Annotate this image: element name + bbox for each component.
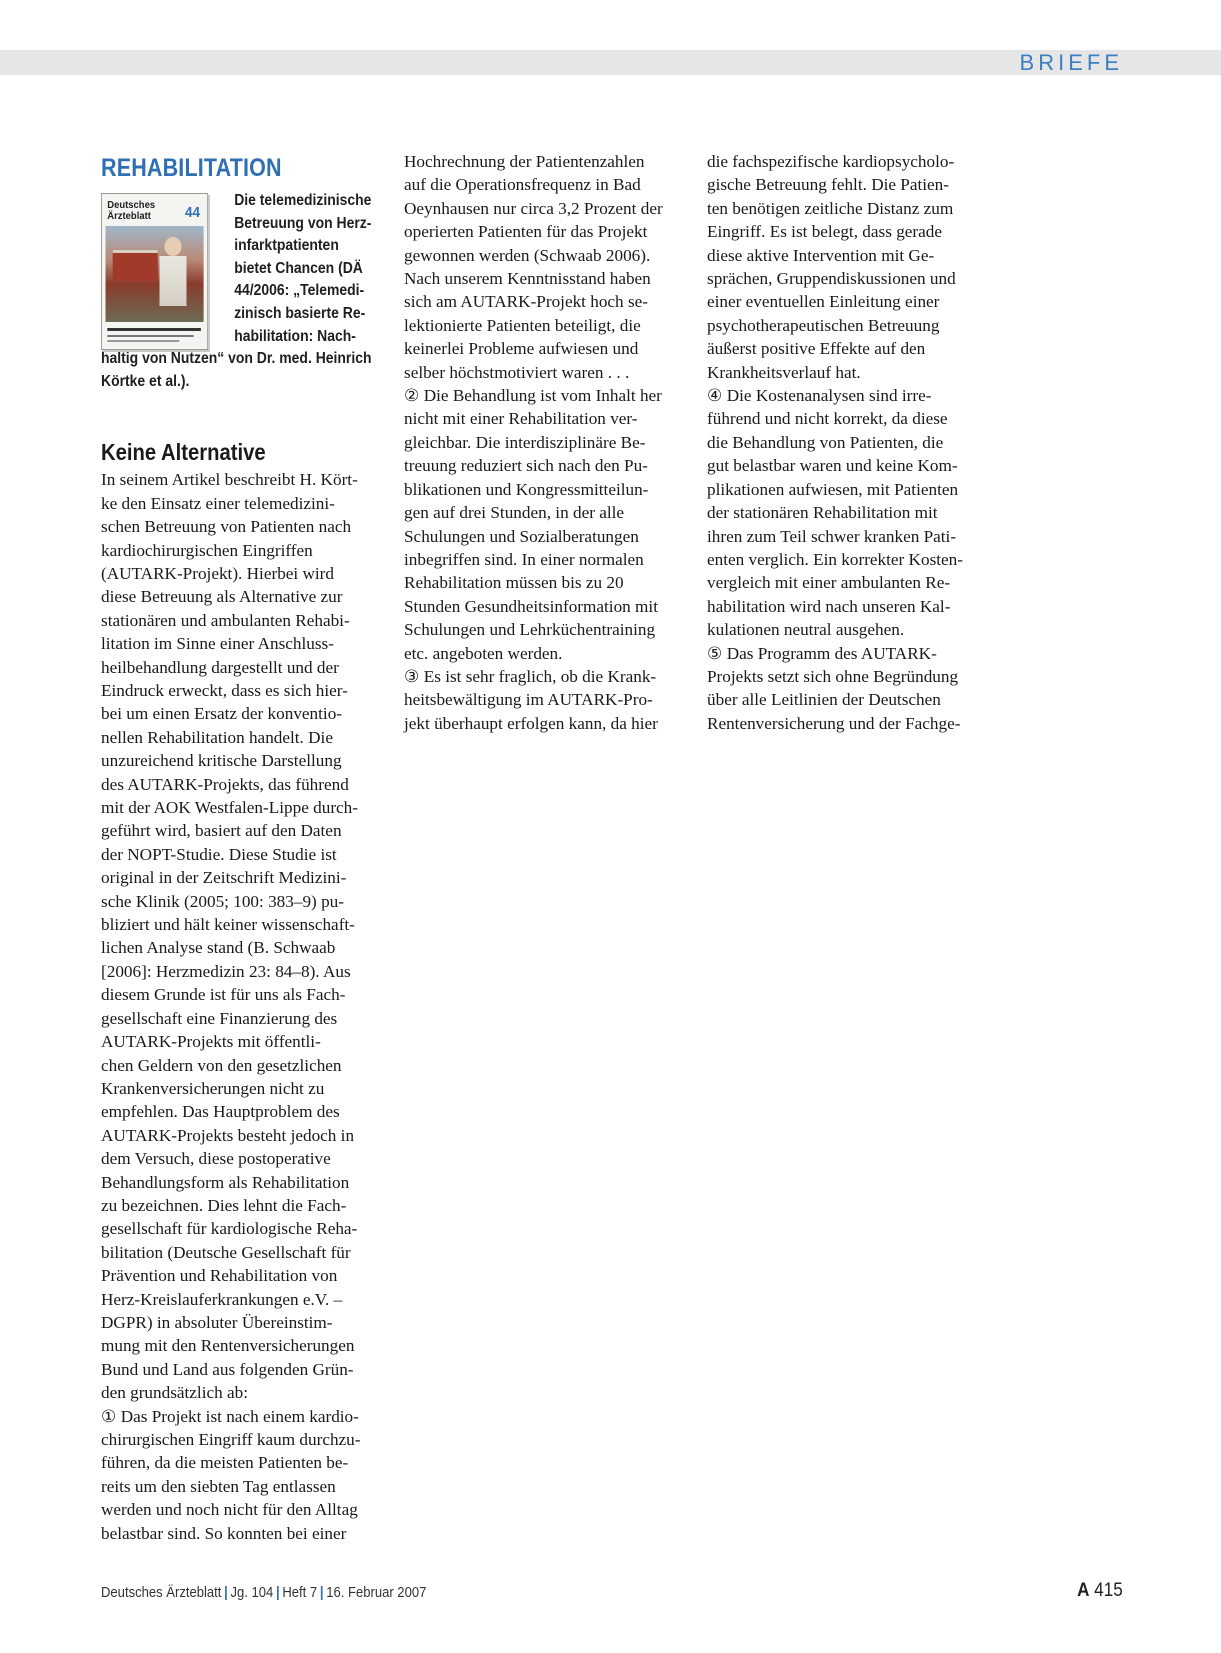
rubric-heading: REHABILITATION	[101, 154, 282, 182]
body-text-line: Rehabilitation müssen bis zu 20	[404, 573, 624, 593]
body-text-line: plikationen aufwiesen, mit Patienten	[707, 479, 959, 499]
body-text-line: gesellschaft für kardiologische Reha-	[101, 1219, 358, 1239]
body-text-line: stationären und ambulanten Rehabi-	[101, 610, 350, 630]
body-text-line: diese aktive Intervention mit Ge-	[707, 245, 935, 265]
body-text-line: werden und noch nicht für den Alltag	[101, 1500, 358, 1520]
column-3	[707, 150, 997, 735]
body-text-line: ③ Es ist sehr fraglich, ob die Krank-	[404, 666, 657, 686]
cover-caption-bar	[107, 335, 193, 337]
body-text-line: mit der AOK Westfalen-Lippe durch-	[101, 798, 358, 818]
body-text-line: kardiochirurgischen Eingriffen	[101, 540, 313, 560]
body-text-line: geführt wird, basiert auf den Daten	[101, 821, 342, 841]
teaser-line: 44/2006: „Telemedi-	[234, 282, 365, 300]
body-text-line: ihren zum Teil schwer kranken Pati-	[707, 526, 957, 546]
body-text-line: blikationen und Kongressmitteilun-	[404, 479, 649, 499]
body-text-line: Rentenversicherung und der Fachge-	[707, 713, 961, 733]
body-text-line: der NOPT-Studie. Diese Studie ist	[101, 844, 337, 864]
body-text-line: führend und nicht korrekt, da diese	[707, 409, 948, 429]
body-text-line: Krankenversicherungen nicht zu	[101, 1078, 325, 1098]
body-text-line: sche Klinik (2005; 100: 383–9) pu-	[101, 891, 344, 911]
body-text-line: ① Das Projekt ist nach einem kardio-	[101, 1406, 359, 1426]
body-text-line: ④ Die Kostenanalysen sind irre-	[707, 386, 932, 406]
body-text-line: Bund und Land aus folgenden Grün-	[101, 1359, 354, 1379]
body-text-line: selber höchstmotiviert waren . . .	[404, 362, 630, 382]
body-text-line: sich am AUTARK-Projekt hoch se-	[404, 292, 648, 312]
body-text-line: In seinem Artikel beschreibt H. Kört-	[101, 470, 358, 490]
footer-separator: |	[319, 1585, 324, 1601]
body-text-line: diesem Grunde ist für uns als Fach-	[101, 985, 346, 1005]
body-text-line: heilbehandlung dargestellt und der	[101, 657, 339, 677]
body-text-line: gut belastbar waren und keine Kom-	[707, 456, 958, 476]
body-text-line: gewonnen werden (Schwaab 2006).	[404, 245, 651, 265]
body-text-line: bilitation (Deutsche Gesellschaft für	[101, 1242, 351, 1262]
body-text-line: diese Betreuung als Alternative zur	[101, 587, 343, 607]
body-text-line: Prävention und Rehabilitation von	[101, 1266, 338, 1286]
cover-thumbnail-image	[101, 193, 208, 350]
teaser-line: infarktpatienten	[234, 237, 339, 255]
teaser-line: haltig von Nutzen“ von Dr. med. Heinrich	[101, 350, 372, 368]
cover-caption-bar	[107, 340, 179, 342]
body-text-line: psychotherapeutischen Betreuung	[707, 315, 940, 335]
cover-photo	[106, 226, 204, 322]
body-text-line: zu bezeichnen. Dies lehnt die Fach-	[101, 1195, 347, 1215]
body-text-line: vergleich mit einer ambulanten Re-	[707, 573, 951, 593]
cover-photo-person	[160, 236, 187, 306]
page-prefix: A	[1077, 1580, 1090, 1601]
body-text-line: habilitation wird nach unseren Kal-	[707, 596, 951, 616]
footer-citation	[101, 1585, 426, 1601]
body-text-line: Krankheitsverlauf hat.	[707, 362, 861, 382]
body-text-line: Oeynhausen nur circa 3,2 Prozent der	[404, 198, 663, 218]
body-text-line: treuung reduziert sich nach den Pu-	[404, 456, 648, 476]
body-text-line: chen Geldern von den gesetzlichen	[101, 1055, 342, 1075]
body-text-line: nellen Rehabilitation handelt. Die	[101, 727, 333, 747]
body-text-line: Nach unserem Kenntnisstand haben	[404, 269, 651, 289]
body-text-line: gleichbar. Die interdisziplinäre Be-	[404, 432, 646, 452]
body-text-line: Schulungen und Lehrküchentraining	[404, 620, 656, 640]
body-text-line: sprächen, Gruppendiskussionen und	[707, 269, 956, 289]
body-text-line: gische Betreuung fehlt. Die Patien-	[707, 175, 949, 195]
column-2	[404, 150, 694, 735]
body-text-line: Eingriff. Es ist belegt, dass gerade	[707, 222, 942, 242]
body-text-line: bliziert und hält keiner wissenschaft-	[101, 915, 355, 935]
body-text-line: den grundsätzlich ab:	[101, 1383, 249, 1403]
body-text-line: ten benötigen zeitliche Distanz zum	[707, 198, 954, 218]
body-text-line: Eindruck erweckt, dass es sich hier-	[101, 681, 348, 700]
body-text-line: Schulungen und Sozialberatungen	[404, 526, 639, 546]
footer-separator: |	[224, 1585, 228, 1601]
footer-issue: Heft 7	[282, 1585, 318, 1601]
body-text-line: Projekts setzt sich ohne Begründung	[707, 666, 959, 686]
column-1-text	[101, 468, 386, 1545]
footer-journal: Deutsches Ärzteblatt	[101, 1585, 222, 1601]
body-text-line: ② Die Behandlung ist vom Inhalt her	[404, 386, 662, 406]
body-text-line: gen auf drei Stunden, in der alle	[404, 503, 625, 523]
body-text-line: (AUTARK-Projekt). Hierbei wird	[101, 563, 334, 583]
footer-date: 16. Februar 2007	[326, 1585, 427, 1601]
body-text-line: gesellschaft eine Finanzierung des	[101, 1008, 338, 1028]
body-text-line: inbegriffen sind. In einer normalen	[404, 549, 644, 569]
body-text-line: original in der Zeitschrift Medizini-	[101, 868, 347, 888]
body-text-line: mung mit den Rentenversicherungen	[101, 1336, 355, 1356]
body-text-line: unzureichend kritische Darstellung	[101, 751, 342, 771]
section-label: BRIEFE	[1019, 50, 1123, 75]
body-text-line: äußerst positive Effekte auf den	[707, 339, 926, 359]
body-text-line: etc. angeboten werden.	[404, 643, 563, 663]
body-text-line: nicht mit einer Rehabilitation ver-	[404, 409, 638, 429]
body-text-line: die Behandlung von Patienten, die	[707, 432, 944, 452]
body-text-line: schen Betreuung von Patienten nach	[101, 517, 352, 537]
body-text-line: lichen Analyse stand (B. Schwaab	[101, 938, 336, 958]
teaser-line: zinisch basierte Re-	[234, 304, 366, 322]
body-text-line: jekt überhaupt erfolgen kann, da hier	[404, 713, 658, 733]
body-text-line: Stunden Gesundheitsinformation mit	[404, 596, 658, 616]
body-text-line: reits um den siebten Tag entlassen	[101, 1476, 336, 1496]
cover-issue-number: 44	[184, 204, 200, 221]
page-number	[1077, 1580, 1123, 1602]
teaser-line: Körtke et al.).	[101, 372, 190, 390]
body-text-line: kulationen neutral ausgehen.	[707, 620, 905, 640]
body-text-line: keinerlei Probleme aufwiesen und	[404, 339, 639, 359]
body-text-line: Herz-Kreislauferkrankungen e.V. –	[101, 1289, 343, 1309]
teaser-block	[101, 190, 380, 393]
body-text-line: litation im Sinne einer Anschluss-	[101, 634, 334, 654]
body-text-line: DGPR) in absoluter Übereinstim-	[101, 1312, 333, 1332]
teaser-line: habilitation: Nach-	[234, 327, 356, 345]
body-text-line: über alle Leitlinien der Deutschen	[707, 690, 941, 710]
body-text-line: operierten Patienten für das Projekt	[404, 222, 648, 242]
cover-title-line: Deutsches	[107, 199, 156, 211]
body-text-line: dem Versuch, diese postoperative	[101, 1149, 331, 1169]
body-text-line: einer eventuellen Einleitung einer	[707, 292, 940, 312]
teaser-line: Die telemedizinische	[234, 192, 372, 209]
body-text-line: AUTARK-Projekts mit öffentli-	[101, 1032, 321, 1052]
article-headline: Keine Alternative	[101, 439, 266, 466]
page-number-value: 415	[1094, 1580, 1123, 1601]
body-text-line: des AUTARK-Projekts, das führend	[101, 774, 349, 794]
body-text-line: empfehlen. Das Hauptproblem des	[101, 1102, 340, 1122]
body-text-line: [2006]: Herzmedizin 23: 84–8). Aus	[101, 961, 351, 981]
body-text-line: lektionierte Patienten beteiligt, die	[404, 315, 641, 335]
body-text-line: Hochrechnung der Patientenzahlen	[404, 152, 645, 171]
teaser-line: Betreuung von Herz-	[234, 214, 372, 232]
body-text-line: enten verglich. Ein korrekter Kosten-	[707, 549, 963, 569]
body-text-line: führen, da die meisten Patienten be-	[101, 1453, 349, 1473]
cover-caption-bar	[107, 328, 201, 331]
cover-title	[107, 200, 155, 222]
body-text-line: der stationären Rehabilitation mit	[707, 503, 938, 523]
body-text-line: belastbar sind. So konnten bei einer	[101, 1523, 347, 1543]
cover-title-line: Ärzteblatt	[107, 210, 151, 222]
body-text-line: chirurgischen Eingriff kaum durchzu-	[101, 1430, 361, 1449]
body-text-line: ⑤ Das Programm des AUTARK-	[707, 643, 937, 663]
body-text-line: die fachspezifische kardiopsycholo-	[707, 152, 955, 171]
body-text-line: AUTARK-Projekts besteht jedoch in	[101, 1125, 355, 1145]
cover-photo-house	[113, 250, 158, 281]
teaser-line: bietet Chancen (DÄ	[234, 259, 363, 277]
body-text-line: heitsbewältigung im AUTARK-Pro-	[404, 690, 653, 710]
footer-volume: Jg. 104	[230, 1585, 274, 1601]
column-1	[101, 150, 386, 1545]
body-text-line: Behandlungsform als Rehabilitation	[101, 1172, 350, 1192]
body-text-line: auf die Operationsfrequenz in Bad	[404, 175, 641, 195]
body-text-line: ke den Einsatz einer telemedizini-	[101, 493, 335, 513]
footer-separator: |	[275, 1585, 280, 1601]
body-text-line: bei um einen Ersatz der konventio-	[101, 704, 343, 724]
